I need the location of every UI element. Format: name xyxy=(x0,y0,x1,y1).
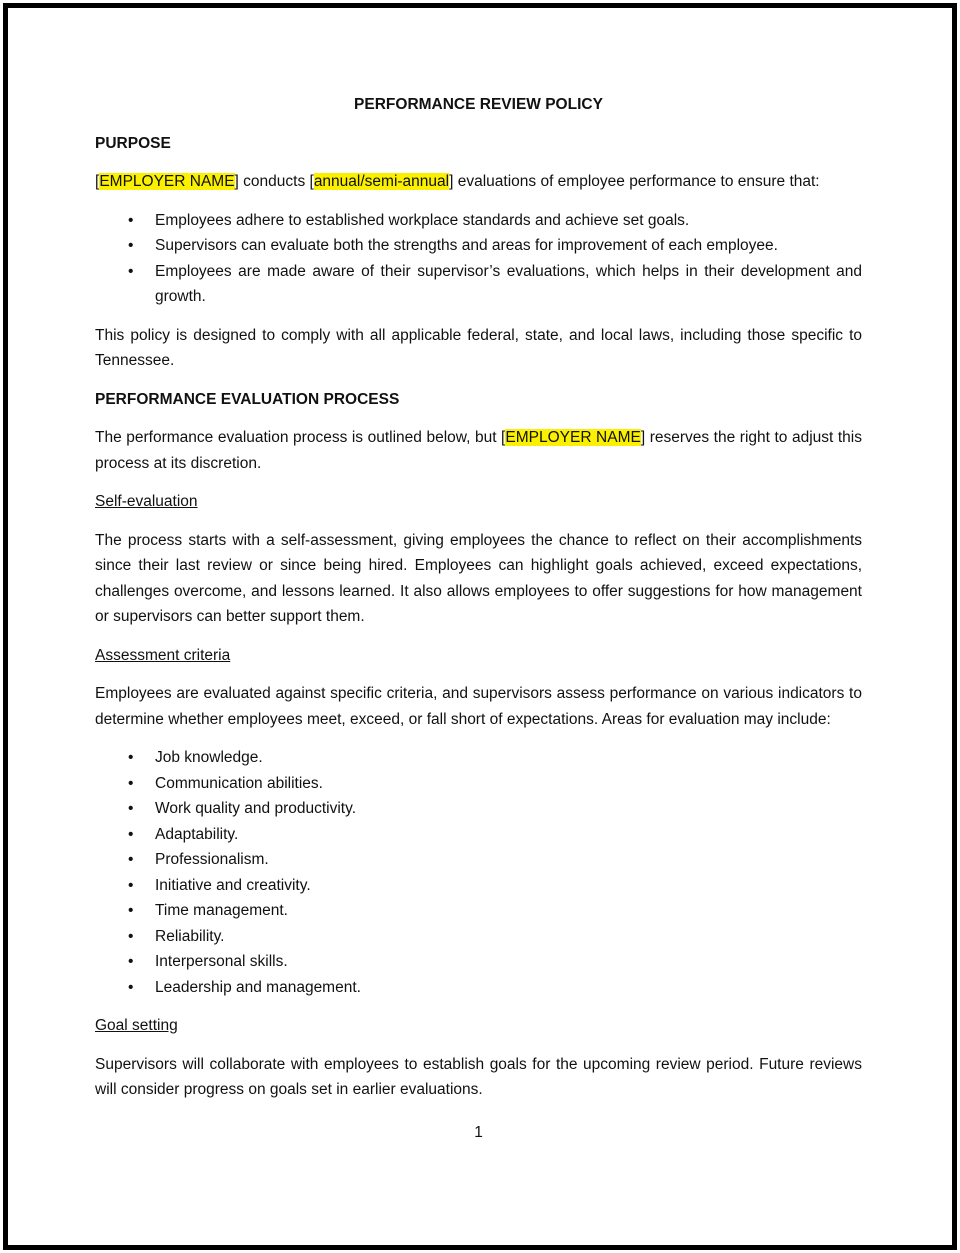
process-intro-paragraph xyxy=(95,425,862,476)
self-evaluation-heading: Self-evaluation xyxy=(95,493,198,510)
list-item: • Work quality and productivity. xyxy=(155,796,862,822)
purpose-heading: PURPOSE xyxy=(95,134,171,152)
compliance-paragraph: This policy is designed to comply with all applicable federal, state, and local laws, including those specific to Tennessee. xyxy=(95,326,862,369)
intro-text-segment: [ xyxy=(95,173,100,190)
employer-name-placeholder: EMPLOYER NAME xyxy=(99,173,235,190)
list-item: • Adaptability. xyxy=(155,822,862,848)
purpose-bullet-list xyxy=(95,208,862,310)
page-number: 1 xyxy=(474,1123,483,1141)
list-item: • Employees are made aware of their supervisor’s evaluations, which helps in their development and growth. xyxy=(155,259,862,310)
goal-setting-paragraph: Supervisors will collaborate with employees to establish goals for the upcoming review period. Future reviews will consider progress on goals set in earlier evaluations. xyxy=(95,1055,862,1098)
document-title: PERFORMANCE REVIEW POLICY xyxy=(354,96,603,113)
list-item: • Employees adhere to established workplace standards and achieve set goals. xyxy=(155,208,862,234)
list-item: • Leadership and management. xyxy=(155,975,862,1001)
intro-text-segment: ] conducts [ xyxy=(234,173,314,190)
list-item: • Job knowledge. xyxy=(155,745,862,771)
list-item: • Communication abilities. xyxy=(155,771,862,797)
employer-name-placeholder: EMPLOYER NAME xyxy=(505,429,641,446)
assessment-criteria-heading: Assessment criteria xyxy=(95,646,231,664)
frequency-placeholder: annual/semi-annual xyxy=(313,173,450,190)
process-text-segment: ] reserves the right to adjust this process at its discretion. xyxy=(95,429,862,472)
intro-text-segment: ] evaluations of employee performance to ensure that: xyxy=(449,173,820,190)
self-evaluation-paragraph: The process starts with a self-assessment, giving employees the chance to reflect on their accomplishments since their last review or since being hired. Employees can highlight goals achieved, exceed expectations, challenges overcome, and lessons learned. It also allows employees to offer suggestions for how management or supervisors can better support them. xyxy=(95,531,862,625)
list-item: • Time management. xyxy=(155,898,862,924)
assessment-criteria-list xyxy=(95,745,862,1000)
process-heading: PERFORMANCE EVALUATION PROCESS xyxy=(95,390,400,408)
list-item: • Initiative and creativity. xyxy=(155,873,862,899)
goal-setting-heading: Goal setting xyxy=(95,1017,178,1034)
list-item: • Interpersonal skills. xyxy=(155,949,862,975)
document-content xyxy=(95,92,862,1145)
process-text-segment: The performance evaluation process is outlined below, but [ xyxy=(95,429,506,446)
list-item: • Reliability. xyxy=(155,924,862,950)
assessment-criteria-paragraph: Employees are evaluated against specific criteria, and supervisors assess performance on various indicators to determine whether employees meet, exceed, or fall short of expectations. Areas for evaluation may include: xyxy=(95,685,862,728)
list-item: • Supervisors can evaluate both the strengths and areas for improvement of each employee. xyxy=(155,233,862,259)
purpose-intro-paragraph xyxy=(95,169,862,195)
list-item: • Professionalism. xyxy=(155,847,862,873)
